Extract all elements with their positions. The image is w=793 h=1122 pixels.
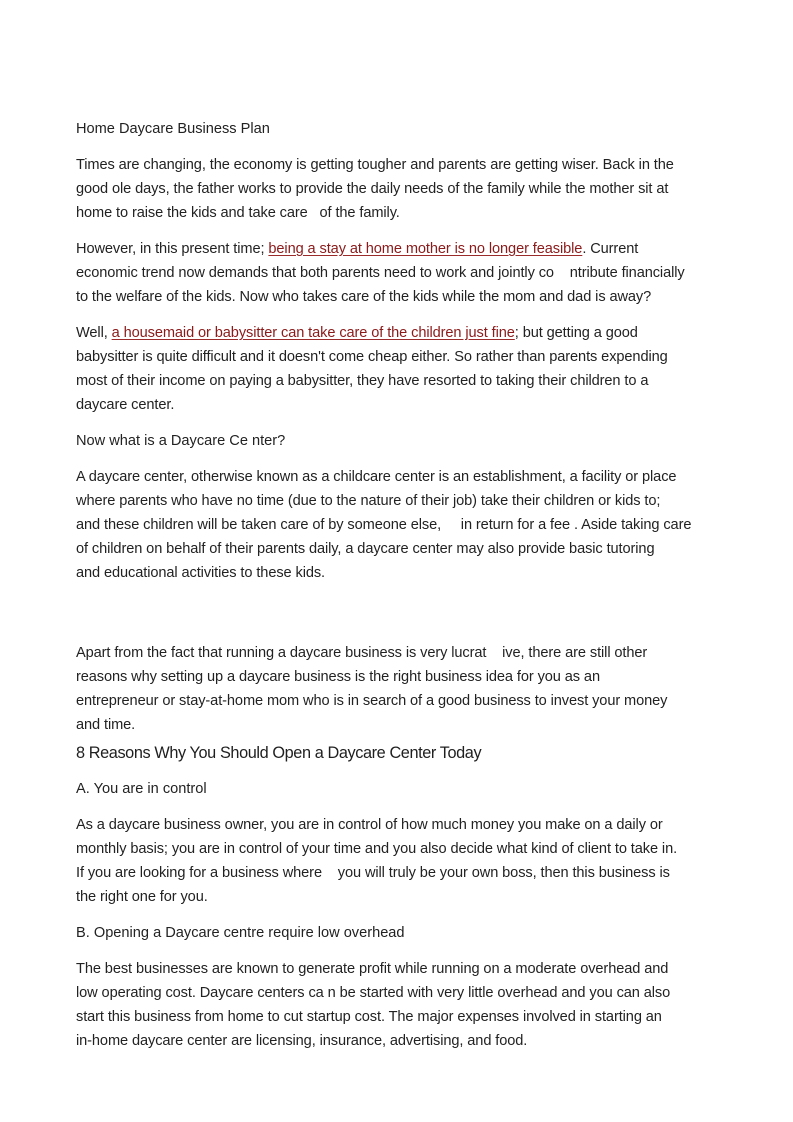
paragraph-text: However, in this present time; — [76, 241, 269, 257]
blank-space — [76, 597, 708, 641]
reason-a-heading: A. You are in control — [76, 781, 207, 797]
reason-b-paragraph — [76, 957, 708, 1053]
paragraph-line: home to raise the kids and take care of the family. — [76, 205, 400, 221]
babysitter-link[interactable]: a housemaid or babysitter can take care of the children just fine — [111, 325, 515, 341]
paragraph-line: good ole days, the father works to provide the daily needs of the family while the mother sit at — [76, 181, 669, 197]
paragraph-line: reasons why setting up a daycare business is the right business idea for you as an — [76, 669, 600, 685]
document-page — [76, 117, 708, 1065]
paragraph-text: Well, — [76, 325, 112, 341]
paragraph-line: A daycare center, otherwise known as a childcare center is an establishment, a facility or place — [76, 469, 677, 485]
paragraph-line: babysitter is quite difficult and it doesn't come cheap either. So rather than parents expending — [76, 349, 668, 365]
document-title: Home Daycare Business Plan — [76, 121, 270, 137]
paragraph-line: If you are looking for a business where you will truly be your own boss, then this business is — [76, 865, 670, 881]
paragraph-text: ; but getting a good — [514, 325, 638, 341]
paragraph-line: the right one for you. — [76, 889, 208, 905]
paragraph-line: of children on behalf of their parents daily, a daycare center may also provide basic tutoring — [76, 541, 655, 557]
paragraph-line: in-home daycare center are licensing, insurance, advertising, and food. — [76, 1033, 528, 1049]
what-is-heading: Now what is a Daycare Ce nter? — [76, 433, 286, 449]
paragraph-line: monthly basis; you are in control of your time and you also decide what kind of client to take in. — [76, 841, 678, 857]
paragraph-line: and these children will be taken care of by someone else, in return for a fee . Aside taking care — [76, 517, 692, 533]
paragraph-line: low operating cost. Daycare centers ca n be started with very little overhead and you can also — [76, 985, 671, 1001]
paragraph-text: . Current — [582, 241, 639, 257]
paragraph-line: and educational activities to these kids. — [76, 565, 326, 581]
paragraph-line: and time. — [76, 717, 136, 733]
paragraph-line: The best businesses are known to generate profit while running on a moderate overhead and — [76, 961, 669, 977]
stay-at-home-link[interactable]: being a stay at home mother is no longer feasible — [268, 241, 583, 257]
paragraph-line — [76, 321, 708, 345]
well-paragraph — [76, 321, 708, 417]
paragraph-line: As a daycare business owner, you are in control of how much money you make on a daily or — [76, 817, 663, 833]
paragraph-line: where parents who have no time (due to the nature of their job) take their children or kids to; — [76, 493, 661, 509]
reason-a-paragraph — [76, 813, 708, 909]
intro-paragraph — [76, 153, 708, 225]
however-paragraph — [76, 237, 708, 309]
apart-paragraph — [76, 641, 708, 737]
paragraph-line: to the welfare of the kids. Now who takes care of the kids while the mom and dad is away? — [76, 289, 652, 305]
reasons-heading: 8 Reasons Why You Should Open a Daycare Center Today — [76, 744, 482, 762]
paragraph-line: start this business from home to cut startup cost. The major expenses involved in starting an — [76, 1009, 662, 1025]
what-is-paragraph — [76, 465, 708, 585]
paragraph-line: Apart from the fact that running a daycare business is very lucrat ive, there are still other — [76, 645, 648, 661]
paragraph-line: Times are changing, the economy is getting tougher and parents are getting wiser. Back in the — [76, 157, 674, 173]
reason-b-heading: B. Opening a Daycare centre require low overhead — [76, 925, 405, 941]
paragraph-line: entrepreneur or stay-at-home mom who is in search of a good business to invest your money — [76, 693, 668, 709]
paragraph-line: economic trend now demands that both parents need to work and jointly co ntribute financially — [76, 265, 685, 281]
paragraph-line: most of their income on paying a babysitter, they have resorted to taking their children to a — [76, 373, 649, 389]
paragraph-line: daycare center. — [76, 397, 175, 413]
paragraph-line — [76, 237, 708, 261]
